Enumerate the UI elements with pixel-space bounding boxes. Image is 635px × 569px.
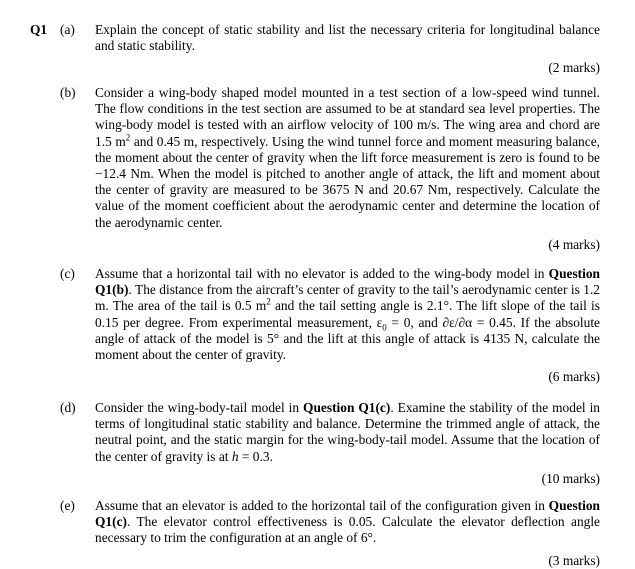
part-a (60, 22, 600, 77)
part-c-ref: Question Q1(b) (95, 266, 600, 298)
part-c-text (95, 266, 600, 363)
part-d-text-3: = 0.3. (238, 448, 273, 464)
part-b-label: (b) (60, 85, 76, 100)
part-e-marks: (3 marks) (548, 552, 600, 568)
part-d-text-2: . Examine the stability of the model in terms of longitudinal static stability and balance. Determine the trimmed angle of attack, the neutral point, and the static margin for the wing-body-tail model. Assume that the location of the center of gravity is at (95, 400, 600, 464)
part-d-ref: Question Q1(c) (303, 400, 391, 415)
part-e-text-2: . The elevator control effectiveness is 0.05. Calculate the elevator deflection angle necessary to trim the configuration at an angle of 6°. (95, 514, 600, 546)
part-b-text-2: and 0.45 m, respectively. Using the wind tunnel force and moment measuring balance, the moment about the center of gravity when the lift force measurement is zero is found to be −12.4 Nm. When the model is pitched to another angle of attack, the lift and moment about the center of gravity are measured to be 3675 N and 20.67 Nm, respectively. Calculate the value of the moment coefficient about the aerodynamic center and determine the location of the aerodynamic center. (95, 133, 600, 230)
part-b-text (95, 85, 600, 231)
part-d-var: h (231, 448, 239, 464)
part-c-marks: (6 marks) (548, 369, 600, 385)
part-c-sub-1: 0 (382, 322, 387, 333)
part-c (60, 266, 600, 385)
part-d (60, 400, 600, 487)
part-b-sup-1: 2 (125, 132, 131, 143)
part-a-marks: (2 marks) (548, 60, 600, 76)
part-e-label: (e) (60, 498, 75, 513)
part-e (60, 498, 600, 569)
part-e-ref: Question Q1(c) (95, 498, 600, 530)
part-e-text (95, 498, 600, 547)
part-d-label: (d) (60, 400, 76, 415)
question-number: Q1 (30, 22, 48, 37)
part-b-text-1: Consider a wing-body shaped model mounted in a test section of a low-speed wind tunnel. The flow conditions in the test section are assumed to be at standard sea level properties. The wing-body model is tested with an airflow velocity of 100 m/s. The wing area and chord are 1.5 m (95, 85, 600, 149)
part-e-text-1: Assume that an elevator is added to the horizontal tail of the configuration given in (95, 498, 549, 513)
part-a-label: (a) (60, 22, 75, 37)
part-d-text-1: Consider the wing-body-tail model in (95, 400, 304, 415)
part-d-text (95, 400, 600, 465)
part-c-text-4: = 0, and ∂ε/∂α = 0.45. If the absolute angle of attack of the model is 5° and the lift at this angle of attack is 4135 N, calculate the moment about the center of gravity. (95, 314, 601, 363)
part-d-marks: (10 marks) (541, 470, 600, 486)
part-b (60, 85, 600, 253)
part-c-text-2: . The distance from the aircraft’s center of gravity to the tail’s aerodynamic center is 1.2 m. The area of the tail is 0.5 m (95, 282, 600, 314)
part-c-text-1: Assume that a horizontal tail with no elevator is added to the wing-body model in (95, 266, 549, 281)
part-b-marks: (4 marks) (548, 236, 600, 252)
part-a-text: Explain the concept of static stability and list the necessary criteria for longitudinal balance and static stability. (95, 22, 600, 54)
part-c-label: (c) (60, 266, 75, 281)
part-c-text-3: and the tail setting angle is 2.1°. The lift slope of the tail is 0.15 per degree. From experimental measurement, ε (95, 298, 600, 330)
part-c-sup-1: 2 (266, 296, 271, 307)
